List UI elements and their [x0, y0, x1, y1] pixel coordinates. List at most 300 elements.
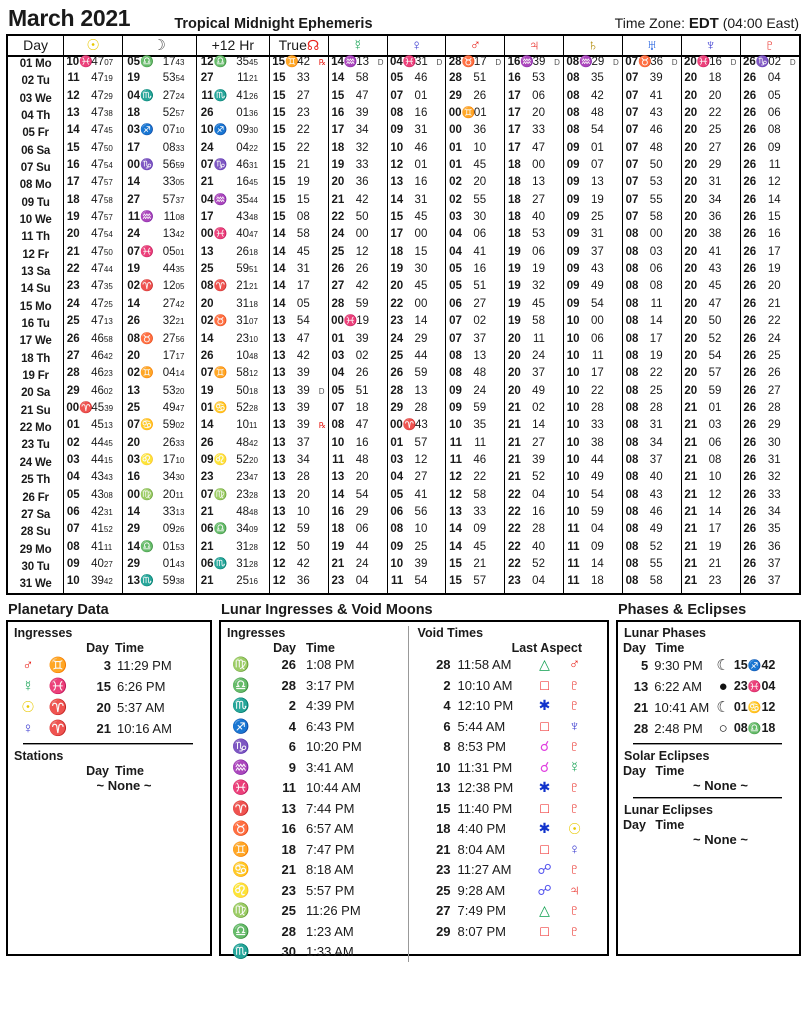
- uranus-cell: 07 39: [622, 73, 681, 90]
- node-cell: 13 39 ℞: [270, 420, 329, 437]
- moon-cell: 26 32 21: [123, 316, 197, 333]
- sun-cell: 27 46 42: [64, 351, 123, 368]
- mars-cell: 12 22: [446, 472, 505, 489]
- col-day-label: Day: [86, 763, 109, 778]
- void-time-row: [417, 655, 602, 676]
- timezone-value: EDT: [688, 15, 719, 32]
- moon-cell: 20 17 17: [123, 351, 197, 368]
- planetary-ingress-row: [13, 676, 205, 697]
- saturn-cell: 09 19: [564, 195, 623, 212]
- void-time-row: [417, 860, 602, 881]
- moon-cell: 03 ♌ 17 10: [123, 455, 197, 472]
- moon12-cell: 09 ♌ 52 20: [196, 455, 270, 472]
- node-cell: 14 05: [270, 299, 329, 316]
- uranus-cell: 07 58: [622, 212, 681, 229]
- venus-cell: 10 39: [387, 559, 446, 576]
- moon12-cell: 14 10 11: [196, 420, 270, 437]
- col-day-label: Day: [623, 817, 646, 832]
- jupiter-cell: 23 04: [505, 576, 564, 593]
- venus-cell: 26 59: [387, 368, 446, 385]
- venus-cell: 14 31: [387, 195, 446, 212]
- day-cell: 29 Mo: [7, 542, 64, 559]
- planet-icon: ☿: [22, 677, 34, 695]
- sign-icon: ♊: [232, 840, 250, 857]
- square-icon: □: [540, 800, 549, 817]
- node-cell: 12 59: [270, 524, 329, 541]
- time-value: 1:08 PM: [306, 657, 355, 673]
- true-node-icon: True☊: [270, 35, 329, 56]
- lunar-phase-row: [623, 718, 794, 739]
- moon12-cell: 11 ♏ 41 26: [196, 91, 270, 108]
- time-value: 11:26 PM: [306, 903, 361, 919]
- col-time-label: Time: [655, 817, 685, 832]
- saturn-cell: 10 33: [564, 420, 623, 437]
- mercury-cell: 19 44: [328, 542, 387, 559]
- mars-cell: 01 45: [446, 160, 505, 177]
- table-row: [7, 229, 800, 246]
- sign-icon: ♉: [232, 820, 250, 837]
- void-time-row: [417, 798, 602, 819]
- mercury-cell: 11 48: [328, 455, 387, 472]
- node-cell: 12 36: [270, 576, 329, 593]
- jupiter-cell: 21 14: [505, 420, 564, 437]
- time-value: 3:41 AM: [306, 759, 354, 775]
- phase-position: 15♐42: [733, 658, 776, 673]
- neptune-cell: 21 06: [681, 438, 740, 455]
- uranus-cell: 07 43: [622, 108, 681, 125]
- neptune-cell: 20 54: [681, 351, 740, 368]
- table-row: [7, 299, 800, 316]
- venus-cell: 07 01: [387, 91, 446, 108]
- table-header-row: [7, 35, 800, 56]
- time-value: 8:04 AM: [457, 841, 506, 857]
- pluto-cell: 26 15: [740, 212, 800, 229]
- planet-icon: ♃: [568, 881, 581, 899]
- pluto-cell: 26 33: [740, 490, 800, 507]
- time-value: 1:33 AM: [306, 944, 354, 960]
- time-value: 9:28 AM: [457, 882, 506, 898]
- moon12-cell: 26 01 36: [196, 108, 270, 125]
- day-value: 6: [288, 739, 296, 755]
- day-value: 28: [281, 923, 296, 939]
- moon12-cell: 26 48 42: [196, 438, 270, 455]
- pluto-cell: 26 14: [740, 195, 800, 212]
- moon12-cell: 25 59 51: [196, 264, 270, 281]
- solar-eclipses-column-headers: [623, 764, 794, 778]
- square-icon: □: [540, 841, 549, 858]
- day-value: 29: [436, 923, 451, 939]
- void-time-row: [417, 778, 602, 799]
- neptune-icon: ♆: [681, 35, 740, 56]
- day-cell: 08 Mo: [7, 177, 64, 194]
- saturn-cell: 09 07: [564, 160, 623, 177]
- moon-cell: 19 44 35: [123, 264, 197, 281]
- day-value: 18: [281, 841, 296, 857]
- moon-cell: 20 26 33: [123, 438, 197, 455]
- mercury-cell: 20 36: [328, 177, 387, 194]
- jupiter-cell: 17 06: [505, 91, 564, 108]
- moon12-cell: 17 43 48: [196, 212, 270, 229]
- mars-cell: 04 41: [446, 247, 505, 264]
- node-cell: 13 39: [270, 368, 329, 385]
- pluto-cell: 26 05: [740, 91, 800, 108]
- moon-cell: 14 27 42: [123, 299, 197, 316]
- moon12-cell: 06 ♎ 34 09: [196, 524, 270, 541]
- last-aspect-label: Last Aspect: [511, 640, 582, 655]
- node-cell: 15 ♊ 42 ℞: [270, 56, 329, 73]
- sign-icon: ♍: [232, 902, 250, 919]
- uranus-cell: 08 40: [622, 472, 681, 489]
- lunar-ingress-row: [226, 819, 404, 840]
- mercury-cell: 27 42: [328, 281, 387, 298]
- saturn-cell: 10 28: [564, 403, 623, 420]
- node-cell: 14 17: [270, 281, 329, 298]
- col-time-label: Time: [306, 640, 335, 655]
- pluto-cell: 26 32: [740, 472, 800, 489]
- mars-cell: 11 11: [446, 438, 505, 455]
- jupiter-cell: 19 58: [505, 316, 564, 333]
- venus-cell: 25 44: [387, 351, 446, 368]
- day-cell: 02 Tu: [7, 73, 64, 90]
- day-cell: 04 Th: [7, 108, 64, 125]
- planetary-ingress-row: [13, 718, 205, 739]
- time-value: 7:47 PM: [306, 841, 355, 857]
- time-value: 10:41 AM: [654, 699, 710, 715]
- neptune-cell: 20 38: [681, 229, 740, 246]
- neptune-cell: 20 27: [681, 143, 740, 160]
- venus-cell: 19 30: [387, 264, 446, 281]
- sun-cell: 04 43 43: [64, 472, 123, 489]
- planet-icon: ☉: [567, 820, 582, 838]
- day-value: 25: [281, 903, 296, 919]
- planet-icon: ♇: [568, 676, 581, 694]
- time-value: 8:07 PM: [457, 923, 506, 939]
- opposition-icon: ☍: [537, 861, 552, 878]
- uranus-cell: 08 46: [622, 507, 681, 524]
- square-icon: □: [540, 923, 549, 940]
- uranus-icon: ♅: [622, 35, 681, 56]
- neptune-cell: 20 20: [681, 91, 740, 108]
- sun-cell: 10 39 42: [64, 576, 123, 593]
- day-cell: 10 We: [7, 212, 64, 229]
- jupiter-cell: 20 49: [505, 386, 564, 403]
- saturn-cell: 10 54: [564, 490, 623, 507]
- lunar-ingress-row: [226, 696, 404, 717]
- table-row: [7, 403, 800, 420]
- moon12-cell: 08 ♈ 21 21: [196, 281, 270, 298]
- moon-cell: 29 01 43: [123, 559, 197, 576]
- uranus-cell: 08 28: [622, 403, 681, 420]
- sun-cell: 26 46 58: [64, 334, 123, 351]
- mercury-cell: 00 ♓ 19: [328, 316, 387, 333]
- aspect-icon: [529, 841, 561, 857]
- lunar-phase-row: [623, 676, 794, 697]
- day-value: 5: [641, 657, 649, 673]
- uranus-cell: 08 58: [622, 576, 681, 593]
- moon-cell: 07 ♓ 05 01: [123, 247, 197, 264]
- venus-cell: 03 12: [387, 455, 446, 472]
- uranus-cell: 08 17: [622, 334, 681, 351]
- table-row: [7, 334, 800, 351]
- jupiter-cell: 21 39: [505, 455, 564, 472]
- neptune-cell: 20 57: [681, 368, 740, 385]
- sun-cell: 12 47 29: [64, 91, 123, 108]
- day-cell: 06 Sa: [7, 143, 64, 160]
- day-cell: 18 Th: [7, 351, 64, 368]
- moon12-cell: 10 ♐ 09 30: [196, 125, 270, 142]
- time-value: 7:44 PM: [306, 800, 355, 816]
- day-value: 28: [436, 657, 451, 673]
- node-cell: 13 10: [270, 507, 329, 524]
- sign-icon: ♍: [232, 656, 250, 673]
- pluto-cell: 26 04: [740, 73, 800, 90]
- node-cell: 15 08: [270, 212, 329, 229]
- table-row: [7, 73, 800, 90]
- pluto-cell: 26 20: [740, 281, 800, 298]
- mercury-cell: 26 26: [328, 264, 387, 281]
- saturn-cell: 11 14: [564, 559, 623, 576]
- neptune-cell: 20 36: [681, 212, 740, 229]
- venus-cell: 06 56: [387, 507, 446, 524]
- phase-position: 01♋12: [733, 700, 776, 715]
- saturn-cell: 10 11: [564, 351, 623, 368]
- mercury-cell: 22 50: [328, 212, 387, 229]
- saturn-cell: 09 37: [564, 247, 623, 264]
- table-row: [7, 386, 800, 403]
- sign-icon: ♈: [232, 799, 250, 816]
- moon-cell: 19 53 54: [123, 73, 197, 90]
- mars-cell: 28 51: [446, 73, 505, 90]
- time-value: 4:40 PM: [457, 821, 506, 837]
- node-cell: 12 42: [270, 559, 329, 576]
- jupiter-cell: 18 00: [505, 160, 564, 177]
- full-moon-icon: ○: [718, 719, 728, 737]
- pluto-cell: 26 26: [740, 368, 800, 385]
- time-value: 6:57 AM: [306, 821, 354, 837]
- pluto-cell: 26 11: [740, 160, 800, 177]
- time-value: 7:49 PM: [457, 903, 506, 919]
- moon-cell: 29 09 26: [123, 524, 197, 541]
- aspect-icon: [529, 677, 561, 693]
- void-time-row: [417, 757, 602, 778]
- day-cell: 28 Su: [7, 524, 64, 541]
- lunar-ingress-row: [226, 839, 404, 860]
- venus-cell: 28 13: [387, 386, 446, 403]
- saturn-cell: 08 ♒ 29 D: [564, 56, 623, 73]
- venus-cell: 09 25: [387, 542, 446, 559]
- timezone-info: [615, 15, 799, 32]
- mars-cell: 06 27: [446, 299, 505, 316]
- venus-cell: 13 16: [387, 177, 446, 194]
- col-time-label: Time: [115, 763, 144, 778]
- uranus-cell: 08 55: [622, 559, 681, 576]
- moon12-cell: 21 16 45: [196, 177, 270, 194]
- day-value: 4: [288, 718, 296, 734]
- jupiter-cell: 16 53: [505, 73, 564, 90]
- node-cell: 13 42: [270, 351, 329, 368]
- lunar-phases-column-headers: [623, 641, 794, 655]
- lunar-ingress-row: [226, 778, 404, 799]
- moon12-cell: 24 04 22: [196, 143, 270, 160]
- sun-cell: 02 44 45: [64, 438, 123, 455]
- day-cell: 27 Sa: [7, 507, 64, 524]
- phase-icon: [712, 720, 733, 737]
- table-row: [7, 507, 800, 524]
- moon12-cell: 21 48 48: [196, 507, 270, 524]
- new-moon-icon: ●: [718, 677, 728, 695]
- node-cell: 15 15: [270, 195, 329, 212]
- sun-cell: 08 41 11: [64, 542, 123, 559]
- sun-cell: 05 43 08: [64, 490, 123, 507]
- void-time-row: [417, 737, 602, 758]
- venus-cell: 20 45: [387, 281, 446, 298]
- day-value: 11: [282, 780, 296, 796]
- day-cell: 26 Fr: [7, 490, 64, 507]
- planet-icon: ♇: [568, 922, 581, 940]
- pluto-cell: 26 34: [740, 507, 800, 524]
- neptune-cell: 20 52: [681, 334, 740, 351]
- time-value: 11:58 AM: [457, 657, 512, 673]
- jupiter-cell: 19 32: [505, 281, 564, 298]
- col-day: Day: [7, 35, 64, 56]
- lunar-phase-rows: [623, 655, 794, 739]
- mars-cell: 15 57: [446, 576, 505, 593]
- mercury-cell: 21 24: [328, 559, 387, 576]
- saturn-cell: 08 48: [564, 108, 623, 125]
- saturn-cell: 10 17: [564, 368, 623, 385]
- neptune-cell: 20 ♓ 16 D: [681, 56, 740, 73]
- ingresses-column-headers: [13, 641, 205, 655]
- day-value: 20: [96, 699, 111, 715]
- day-value: 10: [436, 759, 451, 775]
- moon-cell: 04 ♏ 27 24: [123, 91, 197, 108]
- time-value: 5:44 AM: [457, 718, 506, 734]
- planet-icon: ☉: [21, 699, 35, 717]
- uranus-cell: 08 03: [622, 247, 681, 264]
- neptune-cell: 21 03: [681, 420, 740, 437]
- saturn-cell: 09 49: [564, 281, 623, 298]
- void-time-row: [417, 696, 602, 717]
- moon-cell: 00 ♑ 56 59: [123, 160, 197, 177]
- day-value: 16: [281, 821, 296, 837]
- mars-cell: 05 51: [446, 281, 505, 298]
- sun-cell: 07 41 52: [64, 524, 123, 541]
- sign-icon: ♎: [232, 676, 250, 693]
- mars-cell: 08 13: [446, 351, 505, 368]
- moon-cell: 02 ♈ 12 05: [123, 281, 197, 298]
- void-time-row: [417, 819, 602, 840]
- jupiter-cell: 16 ♒ 39 D: [505, 56, 564, 73]
- saturn-cell: 11 09: [564, 542, 623, 559]
- void-time-row: [417, 901, 602, 922]
- moon-cell: 14 33 05: [123, 177, 197, 194]
- moon-cell: 03 ♐ 07 10: [123, 125, 197, 142]
- moon-cell: 14 33 13: [123, 507, 197, 524]
- time-value: 4:39 PM: [306, 698, 355, 714]
- lunar-panel-title: Lunar Ingresses & Void Moons: [221, 601, 433, 618]
- aspect-icon: [529, 738, 561, 755]
- moon-cell: 08 ♉ 27 56: [123, 334, 197, 351]
- day-value: 21: [281, 862, 296, 878]
- saturn-icon: ♄: [564, 35, 623, 56]
- node-cell: 13 34: [270, 455, 329, 472]
- mercury-cell: 10 16: [328, 438, 387, 455]
- sun-cell: 24 47 25: [64, 299, 123, 316]
- square-icon: □: [540, 677, 549, 694]
- mercury-cell: 04 26: [328, 368, 387, 385]
- table-row: [7, 576, 800, 593]
- planet-icon: ♇: [568, 738, 581, 756]
- moon-cell: 05 ♎ 17 43: [123, 56, 197, 73]
- neptune-cell: 20 45: [681, 281, 740, 298]
- moon-cell: 14 ♎ 01 53: [123, 542, 197, 559]
- pluto-cell: 26 25: [740, 351, 800, 368]
- table-row: [7, 524, 800, 541]
- saturn-cell: 08 35: [564, 73, 623, 90]
- mercury-cell: 03 02: [328, 351, 387, 368]
- col-time-label: Time: [655, 640, 685, 655]
- table-row: [7, 542, 800, 559]
- time-value: 8:53 PM: [457, 739, 506, 755]
- mars-cell: 03 30: [446, 212, 505, 229]
- mercury-cell: 14 58: [328, 73, 387, 90]
- planet-icon: ♀: [568, 840, 581, 858]
- day-cell: 20 Sa: [7, 386, 64, 403]
- aspect-icon: [529, 779, 561, 796]
- lunar-ingress-row: [226, 655, 404, 676]
- pluto-cell: 26 30: [740, 438, 800, 455]
- planet-icon: ♇: [568, 799, 581, 817]
- moon-cell: 13 53 20: [123, 386, 197, 403]
- mercury-cell: 24 00: [328, 229, 387, 246]
- neptune-cell: 21 17: [681, 524, 740, 541]
- day-cell: 07 Su: [7, 160, 64, 177]
- table-row: [7, 108, 800, 125]
- venus-cell: 08 16: [387, 108, 446, 125]
- neptune-cell: 20 41: [681, 247, 740, 264]
- uranus-cell: 08 11: [622, 299, 681, 316]
- table-row: [7, 143, 800, 160]
- time-value: 6:43 PM: [306, 718, 355, 734]
- sextile-icon: ✱: [538, 820, 551, 837]
- planet-icon: ♆: [568, 717, 581, 735]
- saturn-cell: 10 59: [564, 507, 623, 524]
- day-value: 2: [288, 698, 296, 714]
- col-time-label: Time: [655, 763, 685, 778]
- void-time-row: [417, 839, 602, 860]
- table-row: [7, 351, 800, 368]
- neptune-cell: 20 59: [681, 386, 740, 403]
- node-cell: 15 27: [270, 91, 329, 108]
- day-cell: 03 We: [7, 91, 64, 108]
- jupiter-cell: 18 27: [505, 195, 564, 212]
- sun-cell: 22 47 44: [64, 264, 123, 281]
- sun-cell: 03 44 15: [64, 455, 123, 472]
- mars-cell: 14 45: [446, 542, 505, 559]
- mars-icon: ♂: [446, 35, 505, 56]
- moon-cell: 27 57 37: [123, 195, 197, 212]
- pluto-cell: 26 19: [740, 264, 800, 281]
- mercury-cell: 19 33: [328, 160, 387, 177]
- trine-icon: △: [539, 902, 550, 919]
- saturn-cell: 08 54: [564, 125, 623, 142]
- day-cell: 15 Mo: [7, 299, 64, 316]
- day-value: 28: [281, 677, 296, 693]
- sun-cell: 17 47 57: [64, 177, 123, 194]
- time-value: 11:29 PM: [117, 657, 172, 673]
- saturn-cell: 11 04: [564, 524, 623, 541]
- saturn-cell: 10 06: [564, 334, 623, 351]
